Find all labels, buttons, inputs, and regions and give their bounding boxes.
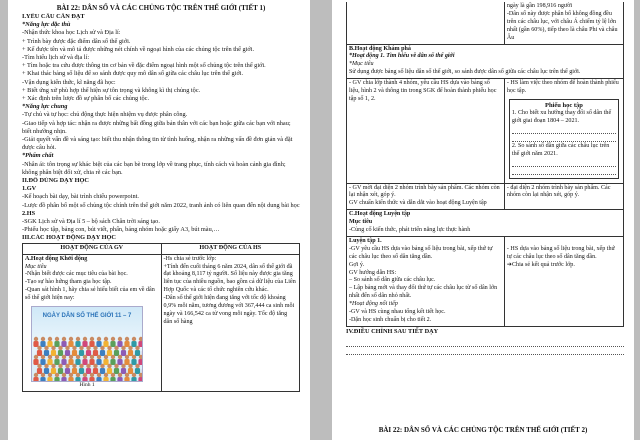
doc-line: + Kể được tên và mô tả được những nét chính về ngoại hình của các chủng tộc trên thế giới.: [22, 45, 255, 53]
gv-line: -Tạo sự hào hứng tham gia học tập.: [25, 279, 112, 286]
left-lines: [22, 13, 300, 243]
notes-line: [346, 340, 624, 347]
doc-line: I.YÊU CẦU CẦN ĐẠT: [22, 13, 85, 20]
lesson-title: BÀI 22: DÂN SỐ VÀ CÁC CHỦNG TỘC TRÊN THẾ GIỚI (TIẾT 1): [56, 4, 266, 12]
doc-line: -Giải quyết vấn đề và sáng tạo: biết thu nhận thông tin từ tình huống, nhận ra những vấn đề đơn giản và đặt được câu hỏi.: [22, 136, 293, 152]
doc-line: + Biết ứng xử phù hợp thể hiện sự tôn trọng và không kì thị chủng tộc.: [22, 86, 201, 94]
activity-1-heading: *Hoạt động 1. Tìm hiểu về dân số thế giới: [349, 53, 455, 60]
left-content: [22, 4, 300, 392]
mt-label: Mục tiêu: [25, 263, 47, 270]
doc-line: + Trình bày được đặc điểm dân số thế giới.: [22, 37, 131, 45]
doc-line: *Năng lực chung: [22, 103, 68, 111]
doc-line: -Vận dụng kiến thức, kĩ năng đã học:: [22, 78, 116, 86]
gv-line: - GV mời đại diện 2 nhóm trình bày sản phẩm. Các nhóm còn lại nhận xét, góp ý.: [349, 184, 500, 199]
doc-line: -Tìm hiểu lịch sử và địa lí:: [22, 54, 90, 62]
gv-line: GV hướng dẫn HS:: [349, 269, 397, 276]
doc-line: + Xác định trên lược đồ sự phân bố các chủng tộc.: [22, 95, 150, 103]
section-c-row: [347, 210, 624, 237]
doc-line: -Kế hoạch bài dạy, bài trình chiếu powerpoint.: [22, 193, 139, 201]
next-lesson-title: BÀI 22: DÂN SỐ VÀ CÁC CHỦNG TỘC TRÊN THẾ GIỚI (TIẾT 2): [378, 426, 588, 434]
worksheet-title: Phiếu học tập: [544, 101, 583, 109]
practice-1-heading: Luyện tập 1.: [349, 237, 382, 244]
gv-line: -Nhận biết được các mục tiêu của bài học.: [25, 271, 128, 278]
gv-line: -GV yêu cầu HS dựa vào bảng số liệu trong bài, xếp thứ tự các châu lục theo số dân tăng dần.: [349, 245, 493, 260]
hs-cell-top: [504, 2, 623, 44]
hs-line: - HS dựa vào bảng số liệu trong bài, xếp thứ tự các châu lục theo số dân tăng dần.: [506, 245, 615, 260]
doc-line: 1.GV: [22, 185, 37, 193]
gv-line: – So sánh số dân giữa các châu lục.: [349, 277, 436, 284]
mt-label: *Mục tiêu: [349, 61, 374, 68]
gv-cell: [23, 254, 162, 391]
doc-line: + Tìm hoặc tra cứu được thông tin cơ bản về đặc điểm ngoại hình một số chủng tộc trên thế giới.: [22, 62, 266, 70]
gv-line: – Lập bảng mới và thay đổi thứ tự các châu lục từ số dân lớn nhất đến số dân nhỏ nhất.: [349, 285, 498, 300]
answer-line: [512, 168, 616, 175]
image-title: NGÀY DÂN SỐ THẾ GIỚI 11 – 7: [42, 313, 132, 320]
mt-c-label: Mục tiêu: [349, 219, 373, 226]
notes-line: [346, 348, 624, 355]
col-header-hs: HOẠT ĐỘNG CỦA HS: [161, 243, 300, 254]
right-content: [346, 2, 624, 356]
worksheet-box: [509, 99, 619, 179]
gv-cell-top: [347, 2, 505, 44]
population-day-image: [31, 306, 143, 382]
gv-line: -Dặn học sinh chuẩn bị cho tiết 2.: [349, 317, 432, 323]
doc-line: -Tự chủ và tự học: chủ động thực hiện nhiệm vụ được phân công.: [22, 111, 188, 119]
left-page: [8, 0, 310, 440]
doc-line: -Nhận thức khoa học Lịch sử và Địa lí:: [22, 29, 121, 37]
doc-line: -Phiếu học tập, bảng con, bút viết, phấn, bảng nhóm hoặc giấy A3, bút màu,…: [22, 226, 220, 234]
mt-c-text: -Củng cố kiến thức, phát triển năng lực thực hành: [349, 227, 471, 234]
section-c-heading: C.Hoạt động Luyện tập: [349, 211, 411, 218]
crowd-illustration: [32, 329, 143, 381]
gv-line: -Quan sát hình 1, hãy chia sẻ hiểu biết của em về dân số thế giới hiện nay:: [25, 287, 155, 302]
doc-line: III.CÁC HOẠT ĐỘNG DẠY HỌC: [22, 234, 116, 242]
right-page: [332, 0, 634, 440]
col-header-gv: HOẠT ĐỘNG CỦA GV: [23, 243, 162, 254]
gv-line: -GV và HS cùng nhau tổng kết tiết học.: [349, 309, 446, 316]
hs-line: -Dân số thế giới hiện đang tăng với tốc độ khoảng 0,9% mỗi năm, tương đương với 367,444 ca sinh mỗi ngày và 166,542 ca tử vong mỗi ngày. Tốc độ tăng dân số hàng: [163, 295, 295, 325]
hs-cell-present: [504, 183, 623, 210]
hs-cell-practice: [504, 236, 623, 326]
hs-line: -Hs chia sẻ trước lớp:: [163, 255, 217, 262]
section-iv-heading: IV.ĐIỀU CHỈNH SAU TIẾT DẠY: [346, 327, 439, 335]
doc-line: -Nhân ái: tôn trọng sự khác biệt của các bạn bè trong lớp về trang phục, tính cách và hoàn cảnh gia đình; không phân biệt đối xử, chia rẽ các bạn.: [22, 160, 286, 176]
gv-cell-present: [347, 183, 505, 210]
gv-cell-activity1: [347, 79, 505, 183]
activity-table: [22, 243, 300, 392]
answer-line: [512, 127, 616, 134]
doc-line: 2.HS: [22, 209, 36, 217]
gv-line: *Hoạt động nối tiếp: [349, 301, 398, 308]
hs-line: ➔Chia sẻ kết quả trước lớp.: [506, 261, 575, 268]
hs-line: -Dân số này được phân bố không đồng đều trên các châu lục, với châu Á chiếm tỷ lệ lớn nhất (gần 60%), tiếp theo là châu Phi và châu Âu: [506, 10, 618, 41]
doc-line: *Năng lực đặc thù: [22, 21, 71, 29]
doc-line: + Khai thác bảng số liệu để so sánh được quy mô dân số giữa các châu lục trên thế giới.: [22, 70, 244, 78]
doc-line: -Giao tiếp và hợp tác: nhận ra được những bất đồng giữa bản thân với các bạn hoặc giữa các bạn với nhau; biết nhường nhịn.: [22, 119, 291, 135]
gv-line: GV chuẩn kiến thức và dẫn dắt vào hoạt động Luyện tập: [349, 200, 487, 207]
hs-cell-activity1: [504, 79, 623, 183]
right-table: [346, 2, 624, 327]
image-caption: Hình 1: [79, 382, 95, 389]
hs-line: - HS làm việc theo nhóm để hoàn thành phiếu học tập.: [506, 80, 619, 95]
doc-line: *Phẩm chất: [22, 152, 54, 160]
hs-cell: [161, 254, 300, 391]
answer-line: [512, 135, 616, 142]
answer-line: [512, 160, 616, 167]
section-a-heading: A.Hoạt động Khởi động: [25, 255, 88, 262]
hs-line: +Tính đến cuối tháng 6 năm 2024, dân số thế giới đã đạt khoảng 8,117 tỷ người. Số liệu này được gia tăng liên tục của nhiều nguồn, bao gồm cả dữ liệu của Liên Hợp Quốc và các tổ chức nghiên cứu khác.: [163, 263, 296, 294]
worksheet-q1: 1. Cho biết xu hướng thay đổi số dân thế giới giai đoạn 1804 – 2021.: [511, 109, 612, 124]
worksheet-q2: 2. So sánh số dân giữa các châu lục trên thế giới năm 2021.: [511, 142, 610, 157]
section-b-row: [347, 44, 624, 79]
doc-line: -Lược đồ phân bố một số chủng tộc chính trên thế giới năm 2022, tranh ảnh có liên quan đến nội dung bài học: [22, 201, 300, 209]
mt-text: Sử dụng được bảng số liệu dân số thế giới, so sánh được dân số giữa các châu lục trên thế giới.: [349, 69, 581, 76]
section-b-heading: B.Hoạt động Khám phá: [349, 45, 411, 52]
hs-line: - đại diện 2 nhóm trình bày sản phẩm. Các nhóm còn lại nhận xét, góp ý.: [506, 184, 611, 199]
doc-line: -SGK Lịch sử và Địa lí 5 – bộ sách Chân trời sáng tạo.: [22, 218, 160, 226]
gv-line: Gợi ý.: [349, 261, 365, 268]
gv-cell-practice: [347, 236, 505, 326]
hs-line: ngày là gần 198,916 người: [506, 3, 573, 9]
gv-line: - GV chia lớp thành 4 nhóm, yêu cầu HS dựa vào bảng số liệu, hình 2 và thông tin trong SGK để hoàn thành phiếu học tập số 1, 2.: [349, 80, 497, 102]
doc-line: II.ĐỒ DÙNG DẠY HỌC: [22, 177, 89, 185]
